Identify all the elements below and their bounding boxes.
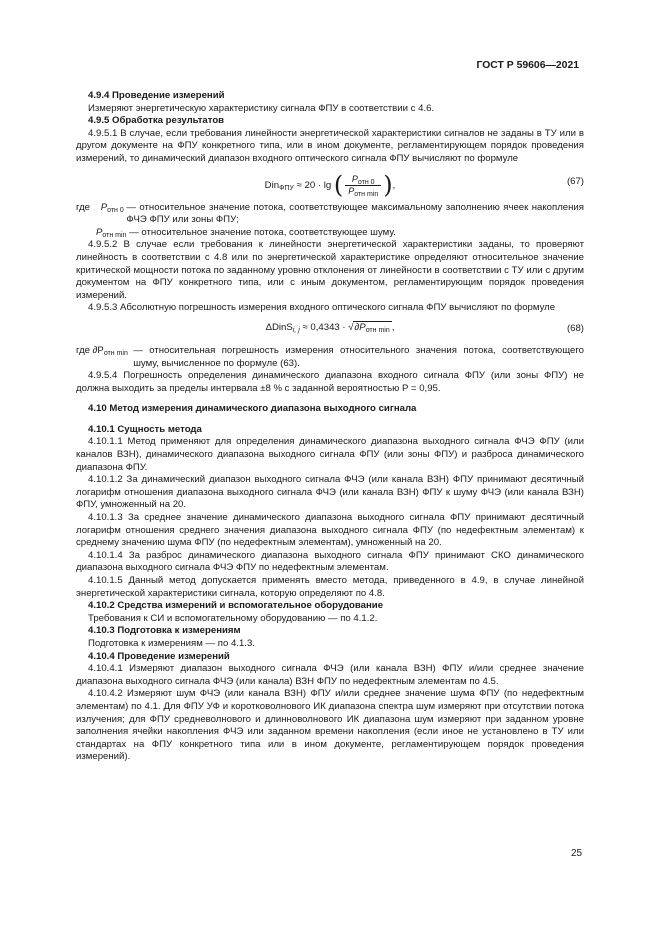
- sqrt-sign: √: [348, 321, 354, 333]
- paragraph: 4.10.1.3 За среднее значение динамического диапазона выходного сигнала ФПУ принимают десятичный логарифм отношения среднего значения диапазона выходного сигнала ФПУ (по недефектным элементам) к среднему значению шума ФПУ (по недефектным элементам), умноженный на 20.: [76, 512, 584, 549]
- paragraph: 4.10.1.2 За динамический диапазон выходного сигнала ФЧЭ (или канала ВЗН) ФПУ принимают десятичный логарифм отношения диапазона выходного сигнала ФЧЭ (или канала ВЗН) ФПУ к шуму ФЧЭ (или канала ВЗН) ФПУ, умноженный на 20.: [76, 474, 584, 511]
- section-title-4102: 4.10.2 Средства измерений и вспомогательное оборудование: [88, 600, 384, 612]
- section-title-4104: 4.10.4 Проведение измерений: [88, 650, 230, 662]
- paragraph: 4.9.5.1 В случае, если требования линейности энергетической характеристики сигналов не заданы в ТУ или в другом документе на ФПУ конкретного типа, или в ином документе, регламентирующем порядок проведения измерений, то динамический диапазон входного оптического сигнала ФПУ вычисляют по формуле: [76, 127, 584, 164]
- paragraph: 4.9.5.4 Погрешность определения динамического диапазона входного сигнала ФПУ (или зоны ФПУ) не должна выходить за пределы интервала ±8 % с заданной вероятностью P = 0,95.: [76, 370, 584, 394]
- section-title-4103: 4.10.3 Подготовка к измерениям: [88, 625, 241, 637]
- paragraph: 4.10.4.1 Измеряют диапазон выходного сигнала ФЧЭ (или канала ВЗН) ФПУ и/или среднее значение диапазона выходного сигнала ФЧЭ (или канала) ВЗН ФПУ по недефектным элементам по 4.5.: [76, 663, 584, 687]
- formula-expression: ΔDinS$_{i, j}$ ≈ $0,4343 \cdot √\partial P_{отн min}$ ,: [265, 321, 395, 334]
- page-number: 25: [571, 848, 583, 859]
- paragraph: Подготовка к измерениям — по 4.1.3.: [88, 637, 255, 649]
- formula-number: (68): [566, 322, 584, 334]
- formula-expression: Din$_{ФПУ}$ ≈ 20 · lg ( $\frac{P_{отн 0}}{P_{отн min}}$ ),: [264, 170, 396, 199]
- paragraph: 4.10.1.5 Данный метод допускается применять вместо метода, приведенного в 4.9, в случае линейной энергетической характеристики сигнала, которую определяют по 4.8.: [76, 575, 584, 599]
- paragraph: Измеряют энергетическую характеристику сигнала ФПУ в соответствии с 4.6.: [88, 102, 435, 114]
- section-title-494: 4.9.4 Проведение измерений: [88, 90, 225, 101]
- paragraph: 4.9.5.3 Абсолютную погрешность измерения входного оптического сигнала ФПУ вычисляют по формуле: [88, 302, 556, 314]
- paragraph: 4.9.5.2 В случае если требования к линейности энергетической характеристики заданы, то проверяют линейность в соответствии с 4.8 или по энергетической характеристике определяют относительное значение критической мощности потока по заданному уровню отклонения от линейности в соответствии с ТУ или с другим документом на ФПУ конкретного типа, или с иным документом, регламентирующим порядок проведения измерений.: [76, 239, 584, 301]
- paragraph: 4.10.1.4 За разброс динамического диапазона выходного сигнала ФПУ принимают СКО динамического диапазона выходного сигнала ФЧЭ ФПУ по недефектным элементам.: [76, 549, 584, 574]
- definition-p-otn-0: где $P_{отн 0}$ — относительное значение потока, соответствующее максимальному заполнению ячеек накопления ФЧЭ ФПУ или зоны ФПУ;: [76, 201, 584, 226]
- formula-67: [76, 168, 584, 198]
- paragraph: 4.10.4.2 Измеряют шум ФЧЭ (или канала ВЗН) ФПУ и/или среднее значение шума ФПУ (по недефектным элементам) по 4.1. Для ФПУ УФ и коротковолнового ИК диапазона спектра шум измеряют при отсутствии потока излучения; для ФПУ средневолнового и длинноволнового ИК диапазона шум измеряют при заданном уровне заполнения ячейки накопления ФЧЭ или заданном времени накопления (если иное не установлено в ТУ или стандартах на ФПУ конкретного типа или в ином документе, регламентирующем порядок проведения измерений).: [76, 688, 584, 763]
- page-content: [76, 90, 584, 764]
- radicand: $\partial P_{отн min}$: [354, 321, 390, 334]
- paren-close: ): [383, 170, 393, 199]
- section-title-495: 4.9.5 Обработка результатов: [88, 115, 225, 127]
- paragraph: 4.10.1.1 Метод применяют для определения динамического диапазона выходного сигнала ФЧЭ ФПУ (или каналов ВЗН), динамического диапазона выходного сигнала ФПУ (или зоны ФПУ) и разброса динамического диапазона ФПУ.: [76, 436, 584, 473]
- section-title-4101: 4.10.1 Сущность метода: [88, 423, 202, 435]
- standard-number: ГОСТ Р 59606—2021: [476, 60, 579, 71]
- formula-68: [76, 317, 584, 341]
- definition-dp-otn-min: где $\partial P_{отн min}$ — относительная погрешность измерения относительного значения потока, соответствующего шуму, вычисленное по формуле (63).: [76, 344, 584, 369]
- formula-number: (67): [566, 175, 584, 187]
- definition-p-otn-min: $P_{отн min}$ — относительное значение потока, соответствующее шуму.: [96, 226, 396, 239]
- section-title-410: 4.10 Метод измерения динамического диапазона выходного сигнала: [88, 403, 417, 415]
- fraction: $\frac{P_{отн 0}}{P_{отн min}}$: [345, 174, 381, 197]
- paragraph: Требования к СИ и вспомогательному оборудованию — по 4.1.2.: [88, 612, 378, 624]
- paren-open: (: [333, 170, 344, 199]
